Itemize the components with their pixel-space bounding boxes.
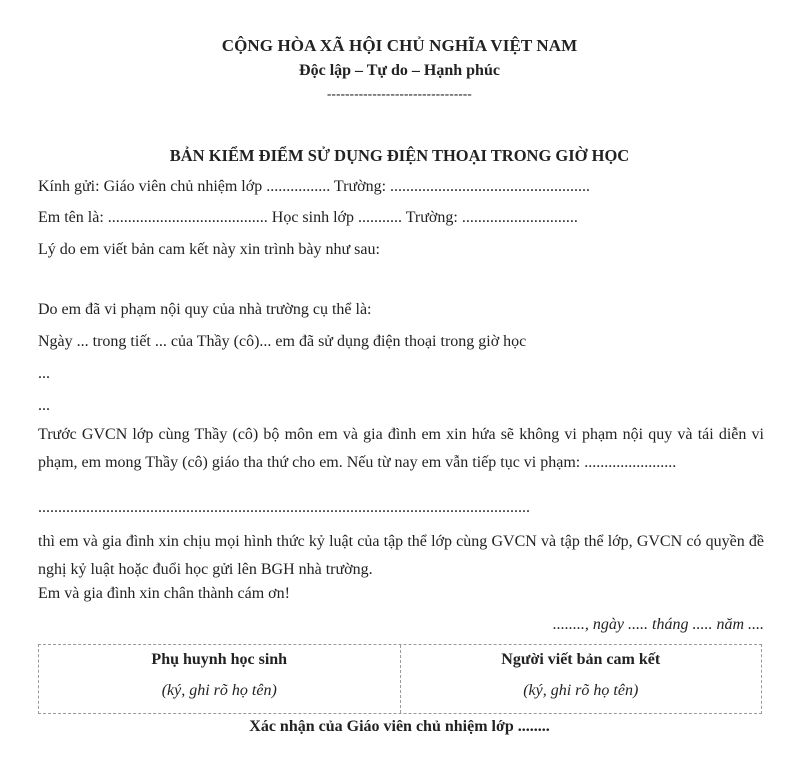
- document-title: BẢN KIỂM ĐIỂM SỬ DỤNG ĐIỆN THOẠI TRONG GIỜ HỌC: [169, 146, 630, 165]
- writer-signature-note: (ký, ghi rõ họ tên): [523, 682, 639, 699]
- promise-paragraph: Trước GVCN lớp cùng Thầy (cô) bộ môn em và gia đình em xin hứa sẽ không vi phạm nội quy và tái diễn vi phạm, em mong Thầy (cô) giáo tha thứ cho em. Nếu từ nay em vẫn tiếp tục vi phạm: .......................: [38, 426, 764, 471]
- date-line: ........, ngày ..... tháng ..... năm ....: [552, 616, 764, 633]
- national-motto: Độc lập – Tự do – Hạnh phúc: [299, 62, 500, 79]
- recipient-line: Kính gửi: Giáo viên chủ nhiệm lớp ................ Trường: ..................................................: [38, 178, 591, 195]
- blank-dotted-line: ...........................................................................................................................: [38, 499, 530, 516]
- reason-intro: Lý do em viết bản cam kết này xin trình bày như sau:: [38, 241, 380, 258]
- signature-table: [38, 644, 762, 714]
- ellipsis-line-2: ...: [38, 397, 50, 414]
- consequence-paragraph: thì em và gia đình xin chịu mọi hình thức kỷ luật của tập thể lớp cùng GVCN và tập thể lớp, GVCN có quyền đề nghị kỷ luật hoặc đuổi học gửi lên BGH nhà trường.: [38, 533, 764, 578]
- national-title: CỘNG HÒA XÃ HỘI CHỦ NGHĨA VIỆT NAM: [221, 36, 578, 55]
- ellipsis-line-1: ...: [38, 365, 50, 382]
- parent-signature-note: (ký, ghi rõ họ tên): [161, 682, 277, 699]
- teacher-confirmation: Xác nhận của Giáo viên chủ nhiệm lớp ........: [249, 718, 550, 735]
- writer-signature-heading: Người viết bản cam kết: [501, 651, 661, 668]
- header-divider: --------------------------------: [327, 86, 472, 101]
- writer-signature-cell: [400, 645, 762, 713]
- parent-signature-cell: [39, 645, 400, 713]
- parent-signature-heading: Phụ huynh học sinh: [151, 651, 288, 668]
- violation-detail: Ngày ... trong tiết ... của Thầy (cô)... em đã sử dụng điện thoại trong giờ học: [38, 333, 527, 350]
- student-info-line: Em tên là: ........................................ Học sinh lớp ........... Trường: .............................: [38, 209, 578, 226]
- thanks-line: Em và gia đình xin chân thành cám ơn!: [38, 585, 290, 602]
- violation-intro: Do em đã vi phạm nội quy của nhà trường cụ thể là:: [38, 301, 372, 318]
